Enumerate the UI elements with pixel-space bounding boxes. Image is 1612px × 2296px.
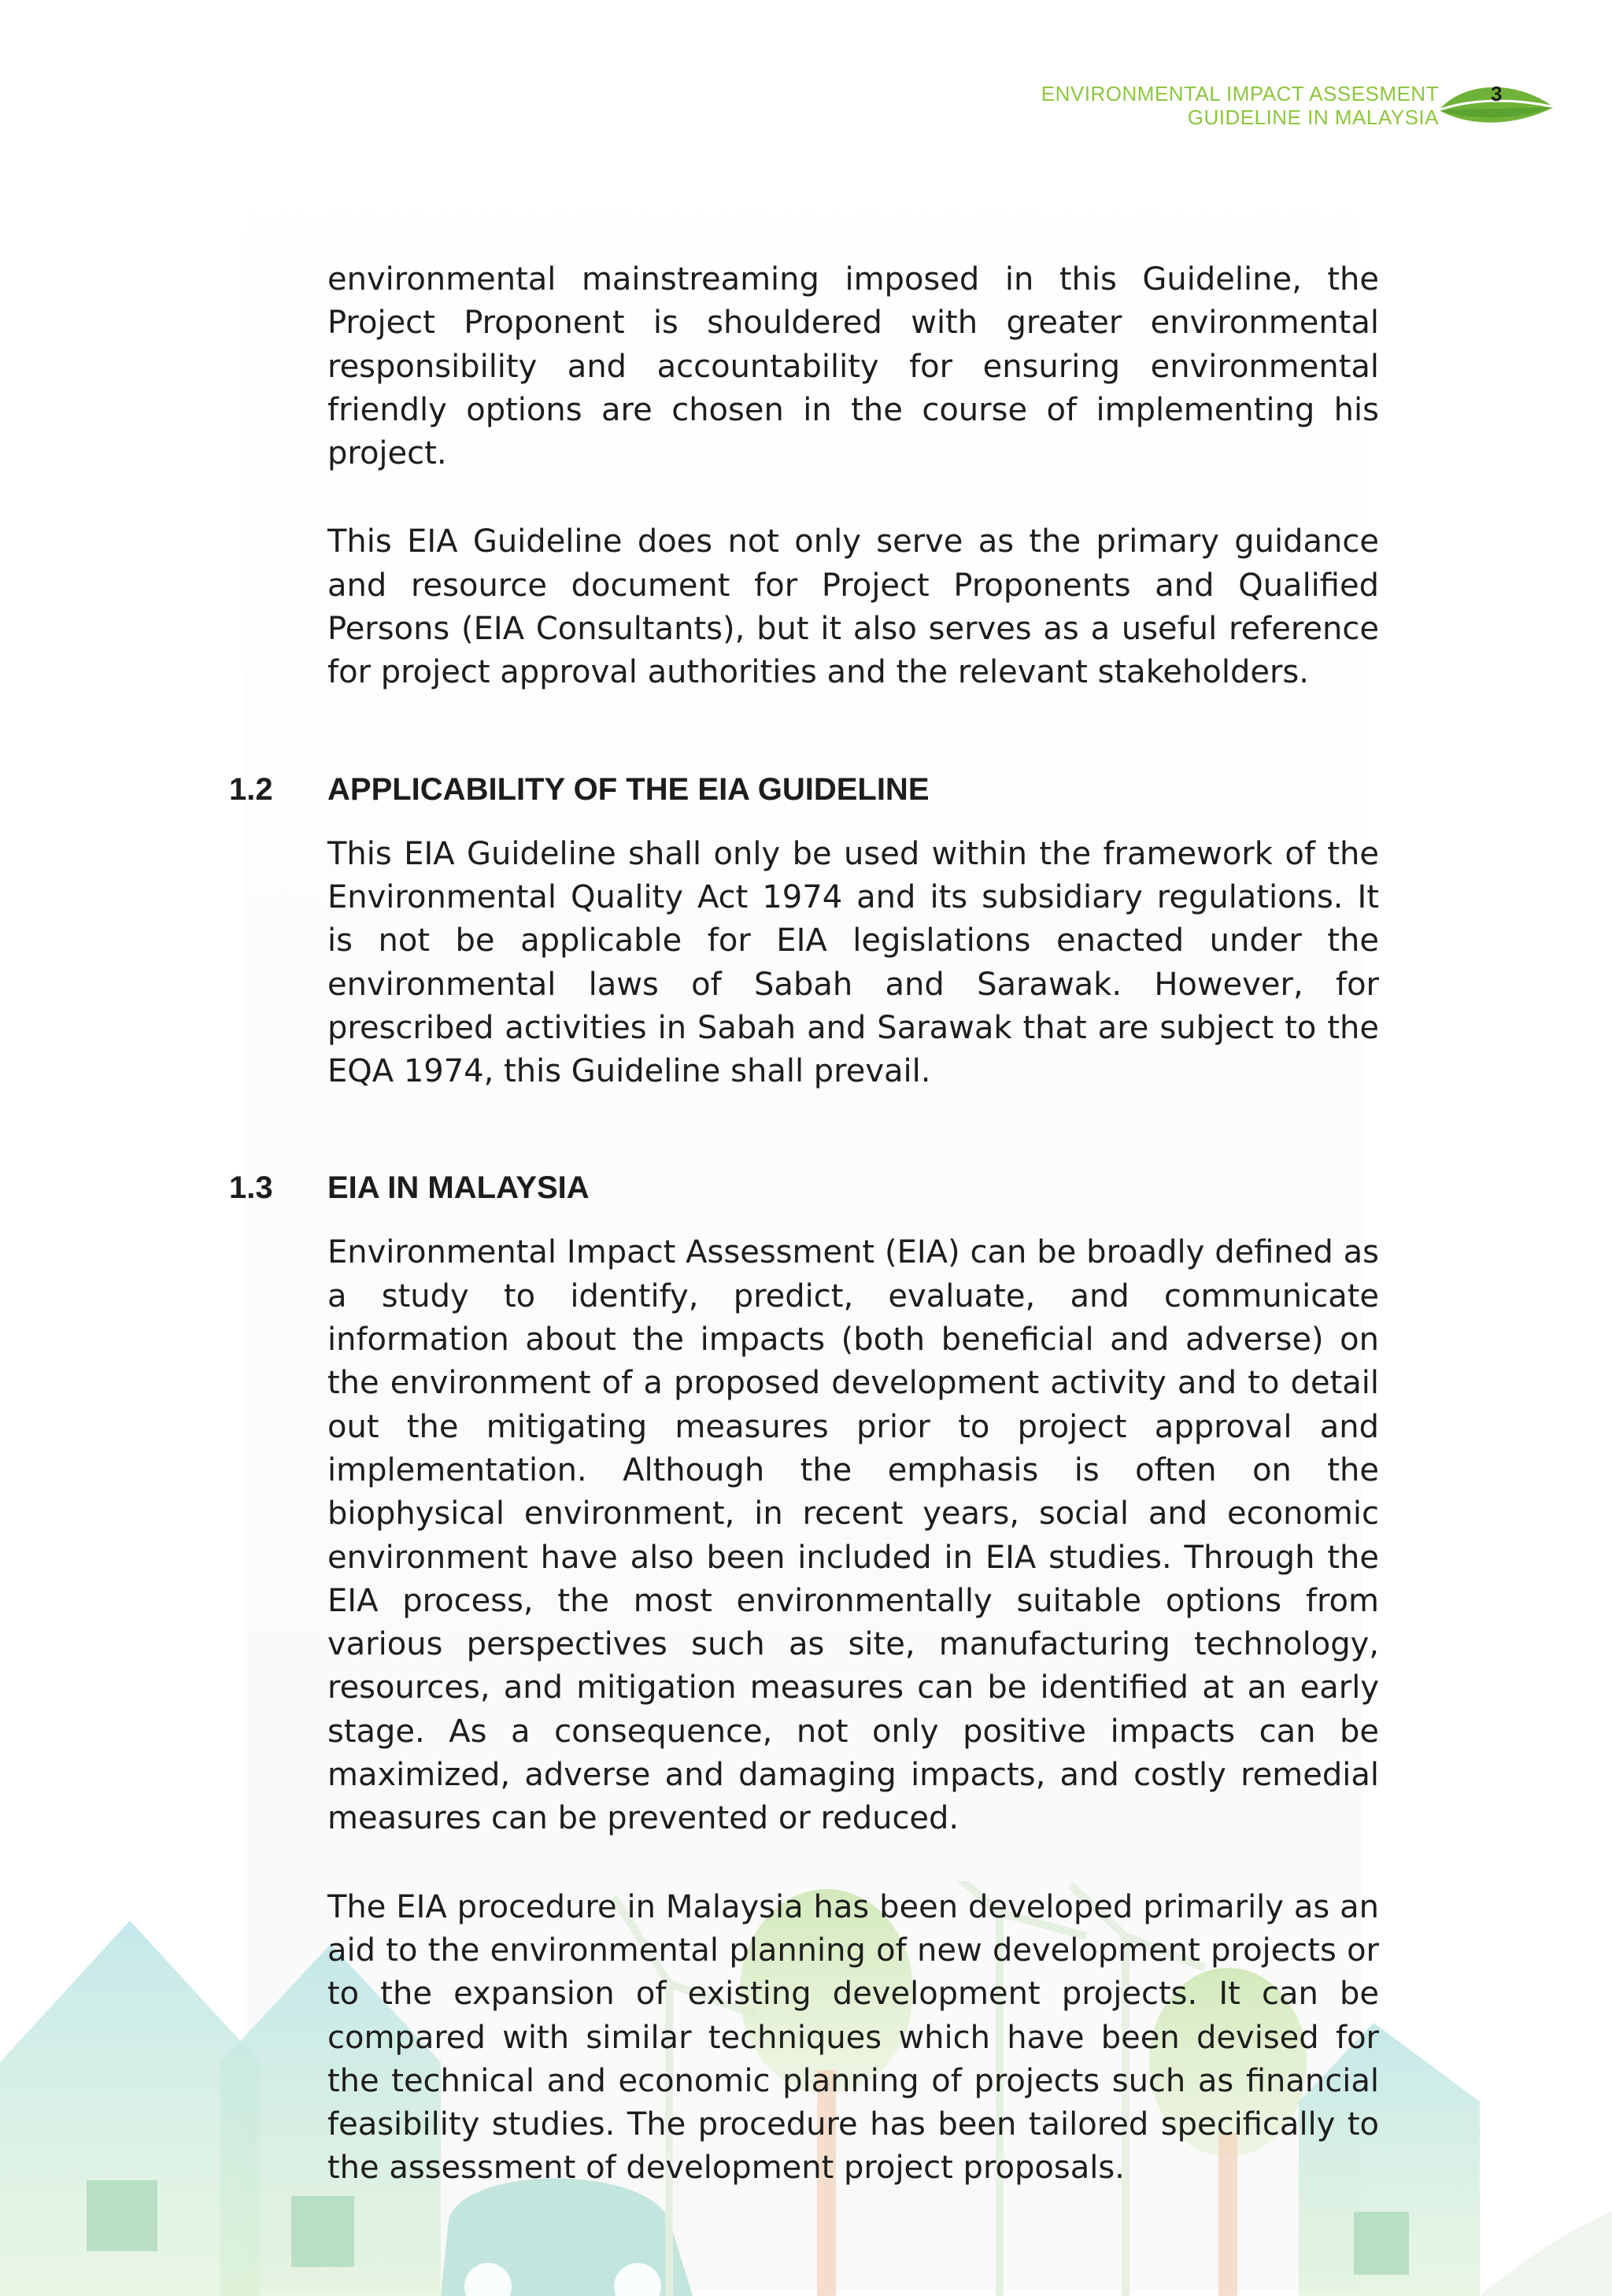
section-1-3-paragraph-2: The EIA procedure in Malaysia has been developed primarily as an aid to the environmental planning of new development projects or to the expansion of existing development projects. It can be compared with similar techniques which have been devised for the technical and economic planning of projects such as financial feasibility studies. The procedure has been tailored specifically to the assessment of development project proposals.: [327, 1888, 1379, 2187]
page-number: 3: [1491, 82, 1503, 105]
main-content: [229, 258, 1379, 2191]
section-1-2-paragraph: This EIA Guideline shall only be used within the framework of the Environmental Quality Act 1974 and its subsidiary regulations. It is not be applicable for EIA legislations enacted under the environmental laws of Sabah and Sarawak. However, for prescribed activities in Sabah and Sarawak that are subject to the EQA 1974, this Guideline shall prevail.: [327, 835, 1379, 1090]
header-line-2: GUIDELINE IN MALAYSIA: [1187, 105, 1439, 129]
section-1-2-title: APPLICABILITY OF THE EIA GUIDELINE: [327, 771, 930, 807]
section-1-3-number: 1.3: [229, 1170, 273, 1206]
header-line-1: ENVIRONMENTAL IMPACT ASSESMENT: [1041, 82, 1439, 105]
intro-paragraph-2: This EIA Guideline does not only serve as the primary guidance and resource document for Project Proponents and Qualified Persons (EIA Consultants), but it also serves as a useful reference for project approval authorities and the relevant stakeholders.: [327, 523, 1379, 691]
section-1-3-title: EIA IN MALAYSIA: [327, 1170, 590, 1206]
section-1-2-heading: [229, 770, 1379, 809]
section-1-3-heading: [229, 1168, 1379, 1207]
intro-paragraph-1: environmental mainstreaming imposed in this Guideline, the Project Proponent is shouldered with greater environmental responsibility and accountability for ensuring environmental friendly options are chosen in the course of implementing his project.: [327, 261, 1379, 472]
running-header: [1041, 82, 1439, 129]
section-1-2-number: 1.2: [229, 771, 273, 807]
car-icon: [441, 2179, 693, 2296]
section-1-3-paragraph-1: Environmental Impact Assessment (EIA) can be broadly defined as a study to identify, predict, evaluate, and communicate information about the impacts (both beneficial and adverse) on the environment of a proposed development activity and to detail out the mitigating measures prior to project approval and implementation. Although the emphasis is often on the biophysical environment, in recent years, social and economic environment have also been included in EIA studies. Through the EIA process, the most environmentally suitable options from various perspectives such as site, manufacturing technology, resources, and mitigation measures can be identified at an early stage. As a consequence, not only positive impacts can be maximized, adverse and damaging impacts, and costly remedial measures can be prevented or reduced.: [327, 1234, 1379, 1837]
